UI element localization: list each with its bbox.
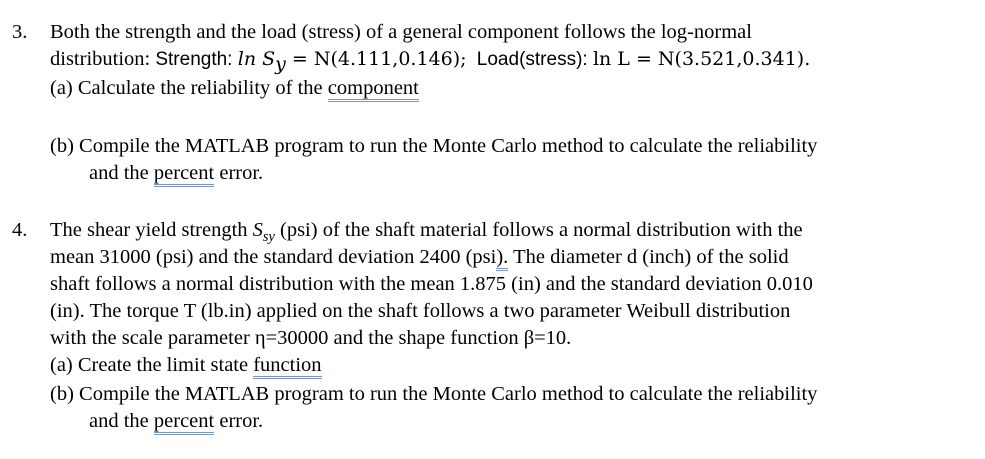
problem-3-part-b-line-1: (b) Compile the MATLAB program to run the Monte Carlo method to calculate the reliability [50, 135, 818, 157]
spell-check-underlined-word: function [253, 354, 321, 379]
problem-3-part-b-line-2 [89, 160, 263, 186]
shear-yield-subscript: sy [262, 229, 275, 246]
line-1-prefix: The shear yield strength [50, 219, 253, 241]
part-b-prefix: and the [89, 162, 154, 184]
problem-4-line-5: with the scale parameter η=30000 and the shape function β=10. [50, 327, 572, 349]
problem-4-line-4: (in). The torque T (lb.in) applied on the shaft follows a two parameter Weibull distribution [50, 300, 791, 322]
part-a-text: (a) Calculate the reliability of the [50, 77, 328, 99]
spell-check-underlined-punctuation: ). [496, 246, 508, 271]
spell-check-underlined-word: percent [154, 162, 214, 187]
part-a-text: (a) Create the limit state [50, 354, 254, 376]
spell-check-underlined-word: percent [154, 410, 214, 435]
problem-4-part-b-line-1: (b) Compile the MATLAB program to run the Monte Carlo method to calculate the reliability [50, 383, 818, 405]
problem-4-line-2 [50, 244, 789, 270]
shear-yield-symbol: S [252, 219, 263, 241]
part-b-suffix: error. [214, 162, 264, 184]
problem-4-number: 4. [12, 219, 28, 241]
problem-3-line-2 [50, 46, 811, 76]
problem-4-part-b-line-2 [89, 408, 263, 434]
strength-subscript: y [275, 53, 286, 76]
problem-4-line-1 [50, 217, 803, 246]
distribution-lead: distribution: [50, 48, 156, 70]
strength-distribution: = N(4.111,0.146); [285, 48, 467, 70]
line-2-suffix: The diameter d (inch) of the solid [508, 246, 789, 268]
load-label: Load(stress): [476, 49, 593, 70]
line-1-suffix: (psi) of the shaft material follows a normal distribution with the [274, 219, 803, 241]
strength-label: Strength: [155, 49, 238, 70]
problem-3-line-1: Both the strength and the load (stress) of a general component follows the log-normal [50, 21, 752, 43]
part-b-suffix: error. [214, 410, 264, 432]
problem-3-number: 3. [12, 21, 28, 43]
line-2-prefix: mean 31000 (psi) and the standard deviation 2400 (psi [50, 246, 497, 268]
part-b-prefix: and the [89, 410, 154, 432]
problem-4-part-a [50, 352, 322, 378]
spell-check-underlined-word: component [328, 77, 419, 102]
strength-equation: ln S [237, 48, 276, 70]
problem-3-part-a [50, 75, 419, 101]
problem-4-line-3: shaft follows a normal distribution with the mean 1.875 (in) and the standard deviation 0.010 [50, 273, 813, 295]
load-equation: ln L = N(3.521,0.341). [592, 48, 811, 70]
